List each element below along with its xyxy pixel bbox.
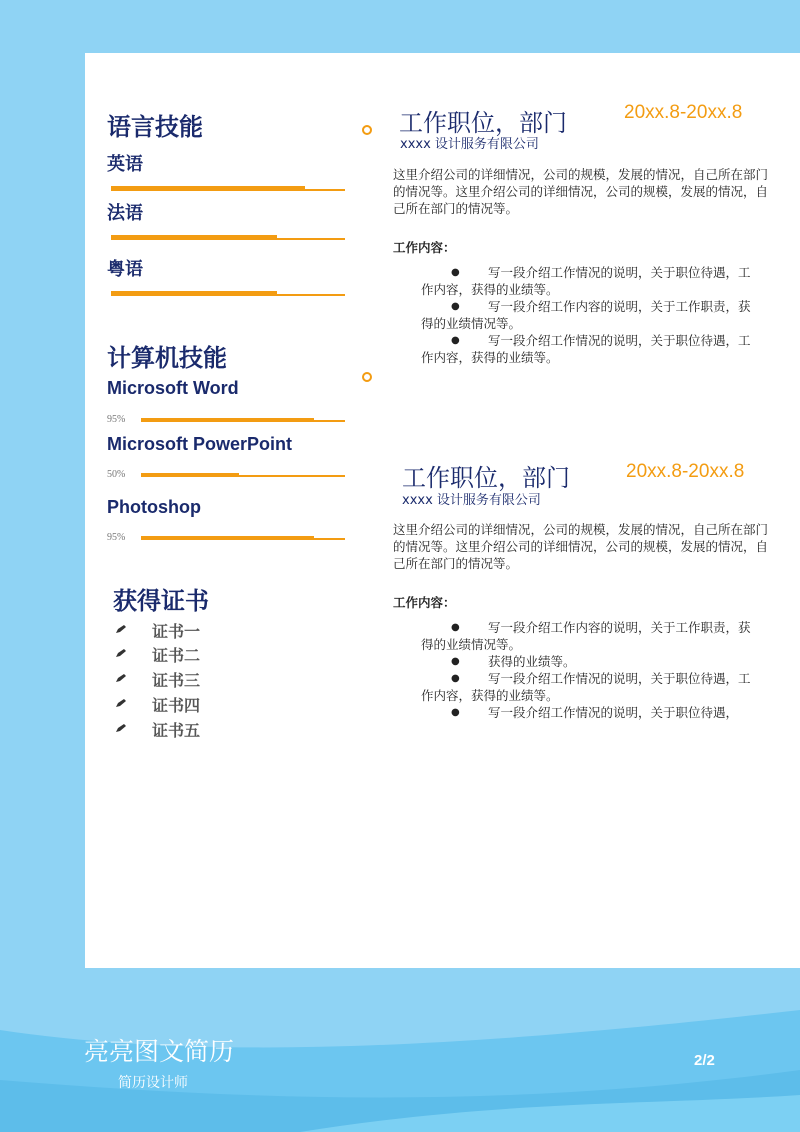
job-date: 20xx.8-20xx.8 (624, 102, 743, 123)
list-item: ● 写一段介绍工作内容的说明，关于工作职责，获得的业绩情况等。 (421, 619, 757, 653)
job-title: 工作职位，部门 (399, 109, 567, 137)
job-company: xxxx 设计服务有限公司 (402, 493, 541, 508)
work-content-label: 工作内容： (393, 595, 456, 610)
certificates-title: 获得证书 (113, 587, 209, 615)
software-name-photoshop: Photoshop (107, 497, 201, 517)
list-item: ● 写一段介绍工作内容的说明，关于工作职责，获得的业绩情况等。 (421, 298, 757, 332)
job-title: 工作职位，部门 (402, 464, 570, 492)
job-description: 这里介绍公司的详细情况，公司的规模，发展的情况，自己所在部门的情况等。这里介绍公司的详细情况，公司的规模，发展的情况，自己所在部门的情况等。 (393, 167, 769, 216)
pencil-icon (115, 673, 127, 683)
language-bar-fill-cantonese (111, 291, 277, 295)
timeline-dot (362, 125, 372, 135)
language-bar-fill-english (111, 186, 305, 190)
pencil-icon (115, 723, 127, 733)
footer-subtitle: 简历设计师 (118, 1075, 188, 1091)
language-name-english: 英语 (107, 154, 143, 175)
software-percent-powerpoint: 50% (107, 469, 126, 480)
software-bar-fill-word (141, 418, 314, 422)
footer-brand-name: 亮亮图文简历 (84, 1037, 235, 1066)
job-description: 这里介绍公司的详细情况，公司的规模，发展的情况，自己所在部门的情况等。这里介绍公司的详细情况，公司的规模，发展的情况，自己所在部门的情况等。 (393, 522, 769, 571)
certificate-item: 证书五 (152, 721, 201, 740)
resume-page (85, 53, 800, 968)
certificate-item: 证书一 (152, 622, 201, 641)
computer-skills-title: 计算机技能 (107, 344, 227, 372)
certificate-item: 证书四 (152, 696, 201, 715)
work-content-list (421, 264, 757, 366)
software-bar-fill-powerpoint (141, 473, 239, 477)
pencil-icon (115, 648, 127, 658)
software-percent-word: 95% (107, 414, 126, 425)
work-content-list (421, 619, 757, 721)
list-item: ● 写一段介绍工作情况的说明，关于职位待遇，工作内容，获得的业绩等。 (421, 332, 757, 366)
certificate-item: 证书二 (152, 646, 201, 665)
page-number: 2/2 (694, 1052, 715, 1069)
language-bar-fill-french (111, 235, 277, 239)
pencil-icon (115, 698, 127, 708)
language-name-french: 法语 (107, 203, 143, 224)
language-skills-title: 语言技能 (107, 113, 203, 141)
job-company: xxxx 设计服务有限公司 (400, 137, 539, 152)
language-name-cantonese: 粤语 (107, 259, 143, 280)
software-name-powerpoint: Microsoft PowerPoint (107, 434, 293, 454)
software-bar-fill-photoshop (141, 536, 314, 540)
list-item: ● 写一段介绍工作情况的说明，关于职位待遇， (421, 704, 757, 721)
certificate-item: 证书三 (152, 671, 201, 690)
pencil-icon (115, 624, 127, 634)
work-content-label: 工作内容： (393, 240, 456, 255)
list-item: ● 获得的业绩等。 (421, 653, 757, 670)
software-name-word: Microsoft Word (107, 378, 239, 398)
list-item: ● 写一段介绍工作情况的说明，关于职位待遇，工作内容，获得的业绩等。 (421, 264, 757, 298)
timeline-dot (362, 372, 372, 382)
software-percent-photoshop: 95% (107, 532, 126, 543)
job-date: 20xx.8-20xx.8 (626, 461, 745, 482)
work-content-clip (421, 619, 761, 720)
list-item: ● 写一段介绍工作情况的说明，关于职位待遇，工作内容，获得的业绩等。 (421, 670, 757, 704)
